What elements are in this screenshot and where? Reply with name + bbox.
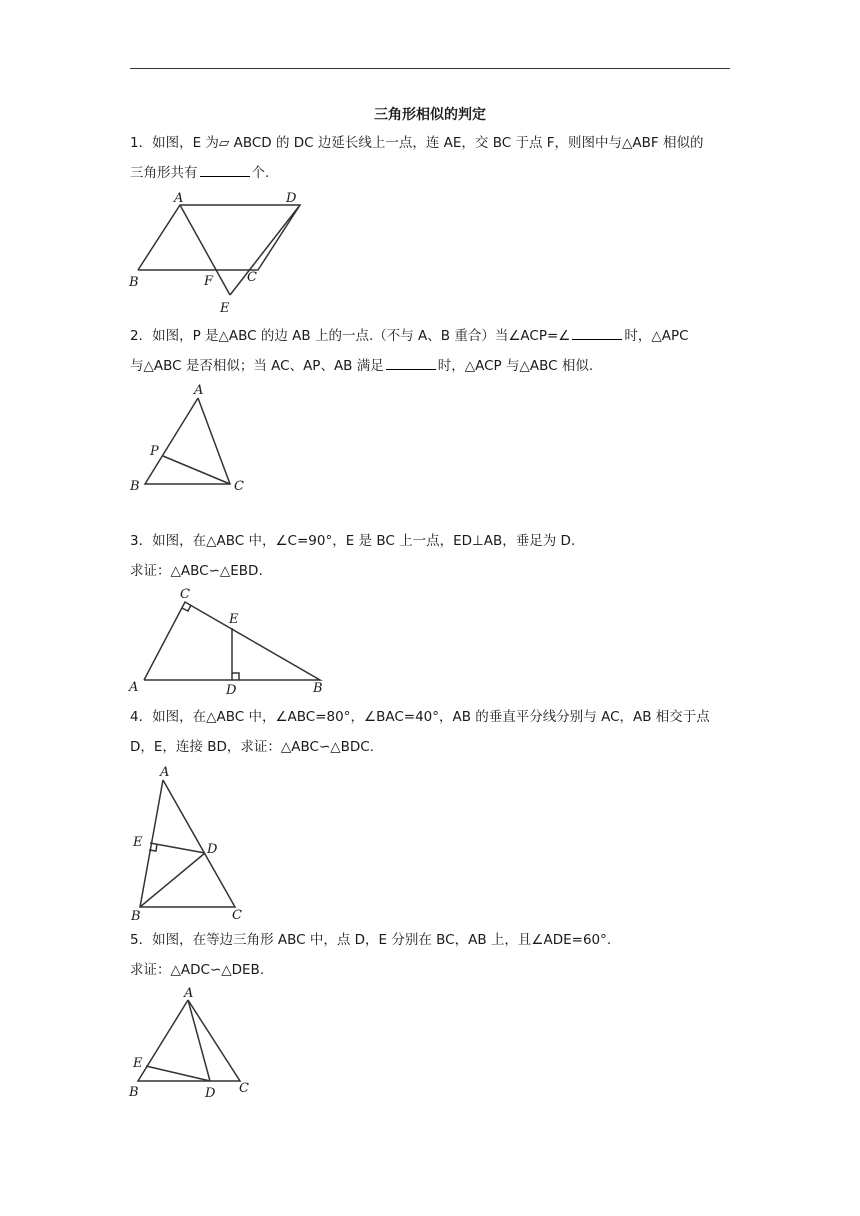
q2-triangle-figure [120,378,260,498]
q1-label-c: C [247,270,257,285]
q2-label-p: P [150,444,159,459]
q2-text-after-blank1: 时，△APC [624,328,689,344]
q4-triangle-figure [120,760,260,925]
q2-text-before-blank1: 2．如图，P 是△ABC 的边 AB 上的一点.（不与 A、B 重合）当∠ACP=∠ [130,328,571,344]
q4-segment-ed [150,843,205,853]
q2-answer-blank1[interactable] [572,325,622,340]
q1-label-d: D [286,191,297,206]
q5-segment-ad [188,1000,210,1081]
q1-parallelogram-edges [138,205,300,270]
q5-text-line1: 5．如图，在等边三角形 ABC 中，点 D，E 分别在 BC，AB 上，且∠ADE=60°. [130,932,612,948]
q5-triangle-edges [138,1000,240,1081]
q2-triangle-edges [145,398,230,484]
q5-label-d: D [205,1086,216,1101]
q2-label-a: A [194,383,204,398]
q3-label-c: C [180,587,190,602]
q1-parallelogram-figure [120,185,320,320]
q1-label-e: E [220,301,230,316]
q4-text-line1: 4．如图，在△ABC 中，∠ABC=80°，∠BAC=40°，AB 的垂直平分线分别与 AC，AB 相交于点 [130,709,710,725]
q2-text-line1 [130,325,689,346]
q2-segment-pc [163,456,230,484]
q3-label-e: E [229,612,239,627]
q4-label-c: C [232,908,242,923]
q5-label-a: A [184,986,194,1001]
q2-text-after-blank2: 时，△ACP 与△ABC 相似. [437,358,594,374]
q1-label-f: F [204,274,214,289]
q5-label-e: E [133,1056,143,1071]
q1-label-a: A [174,191,184,206]
q1-text-before-blank: 三角形共有 [130,165,198,181]
q1-text-line2 [130,162,269,183]
q3-text-line1: 3．如图，在△ABC 中，∠C=90°，E 是 BC 上一点，ED⊥AB，垂足为 D. [130,533,576,549]
header-rule [130,68,730,69]
q5-text-line2: 求证：△ADC∽△DEB. [130,962,265,978]
q1-text-after-blank: 个. [251,165,270,181]
document-title: 三角形相似的判定 [374,107,486,123]
q3-label-b: B [313,681,323,696]
q5-label-c: C [239,1081,249,1096]
q2-text-line2 [130,355,593,376]
q3-label-a: A [129,680,139,695]
q4-segment-bd [140,853,205,907]
q3-right-triangle-figure [120,585,340,700]
q4-label-b: B [131,909,141,924]
q2-text-before-blank2: 与△ABC 是否相似；当 AC、AP、AB 满足 [130,358,384,374]
q5-label-b: B [129,1085,139,1100]
q4-text-line2: D，E，连接 BD，求证：△ABC∽△BDC. [130,739,375,755]
q4-label-e: E [133,835,143,850]
q2-label-c: C [234,479,244,494]
q5-segment-ed [146,1066,210,1081]
q2-label-b: B [130,479,140,494]
q1-text-line1: 1．如图，E 为▱ ABCD 的 DC 边延长线上一点，连 AE，交 BC 于点 F，则图中与△ABF 相似的 [130,135,704,151]
q1-label-b: B [129,275,139,290]
q3-label-d: D [226,683,237,698]
q3-text-line2: 求证：△ABC∽△EBD. [130,563,263,579]
q4-label-a: A [160,765,170,780]
q3-right-angle-mark-d [232,673,239,680]
q1-answer-blank[interactable] [200,162,250,177]
q1-segment-de [230,205,300,295]
q2-answer-blank2[interactable] [386,355,436,370]
q5-equilateral-triangle-figure [120,983,270,1103]
q4-label-d: D [207,842,218,857]
